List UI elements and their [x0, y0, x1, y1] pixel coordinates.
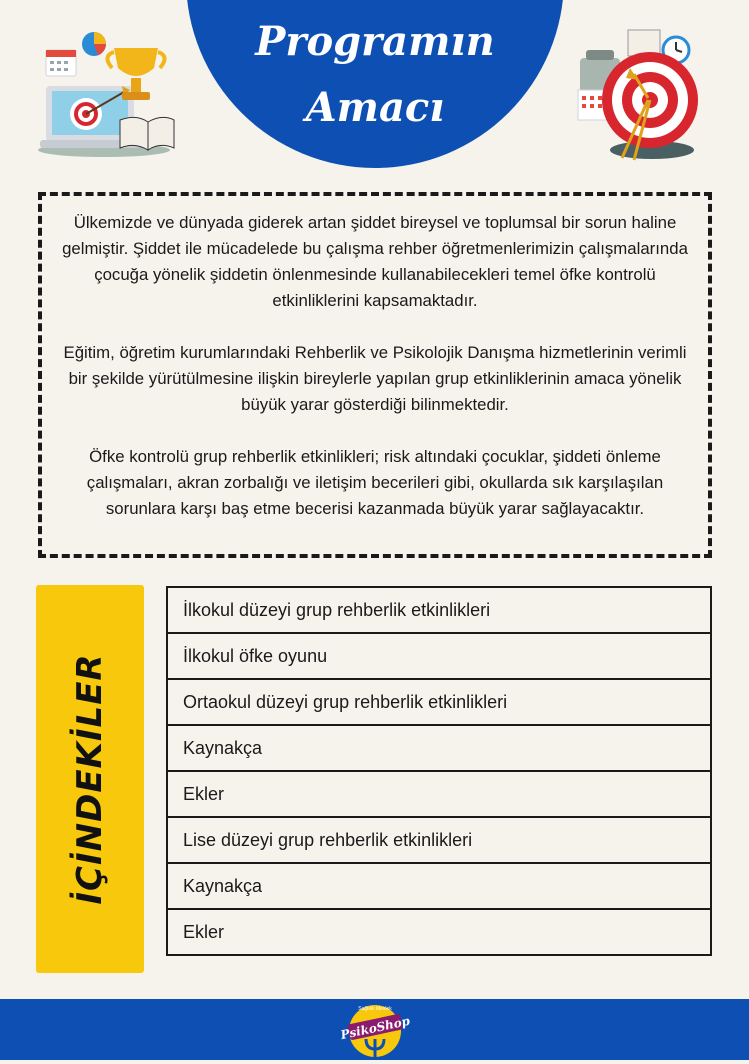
- psikoshop-logo: [340, 1001, 410, 1064]
- dartboard-arrows-illustration-icon: [572, 28, 702, 175]
- toc-item[interactable]: İlkokul düzeyi grup rehberlik etkinlikleri: [166, 586, 712, 634]
- toc-item[interactable]: Ekler: [166, 770, 712, 818]
- toc-item[interactable]: Lise düzeyi grup rehberlik etkinlikleri: [166, 816, 712, 864]
- intro-text-box: [38, 192, 712, 558]
- toc-item[interactable]: Kaynakça: [166, 724, 712, 772]
- intro-paragraph-3: Öfke kontrolü grup rehberlik etkinlikleri; risk altındaki çocuklar, şiddeti önleme çalışmaları, akran zorbalığı ve iletişim becerileri gibi, okullarda sık karşılaşılan sorunlara karşı baş etme becerisi kazanmada büyük yarar sağlayacaktır.: [86, 447, 664, 518]
- page-title-line1: Programın: [255, 18, 495, 65]
- logo-main-text: PsikoShop: [340, 1013, 410, 1043]
- intro-paragraph-1: Ülkemizde ve dünyada giderek artan şiddet bireysel ve toplumsal bir sorun haline gelmiştir. Şiddet ile mücadelede bu çalışma rehber öğretmenlerimizin çalışmalarında çocuğa yönelik şiddetin önlenmesinde kullanabilecekleri temel öfke kontrolü etkinliklerini kapsamaktadır.: [62, 213, 688, 310]
- toc-banner-label: İÇİNDEKİLER: [70, 653, 110, 905]
- toc-item[interactable]: Ekler: [166, 908, 712, 956]
- toc-table: [166, 586, 712, 956]
- toc-item[interactable]: Ortaokul düzeyi grup rehberlik etkinlikleri: [166, 678, 712, 726]
- toc-item[interactable]: İlkokul öfke oyunu: [166, 632, 712, 680]
- toc-banner: [36, 585, 144, 973]
- logo-top-text: Sağlıklı Meslek: [358, 1006, 392, 1012]
- psi-logo-icon: [340, 1001, 410, 1059]
- intro-paragraph-2: Eğitim, öğretim kurumlarındaki Rehberlik ve Psikolojik Danışma hizmetlerinin verimli bir şekilde yürütülmesine ilişkin bireylerle yapılan grup etkinliklerinin amaca yönelik büyük yarar gösterdiği bilinmektedir.: [63, 343, 687, 414]
- page-title-line2: Amacı: [305, 84, 445, 131]
- toc-item[interactable]: Kaynakça: [166, 862, 712, 910]
- study-target-illustration-icon: [36, 28, 186, 168]
